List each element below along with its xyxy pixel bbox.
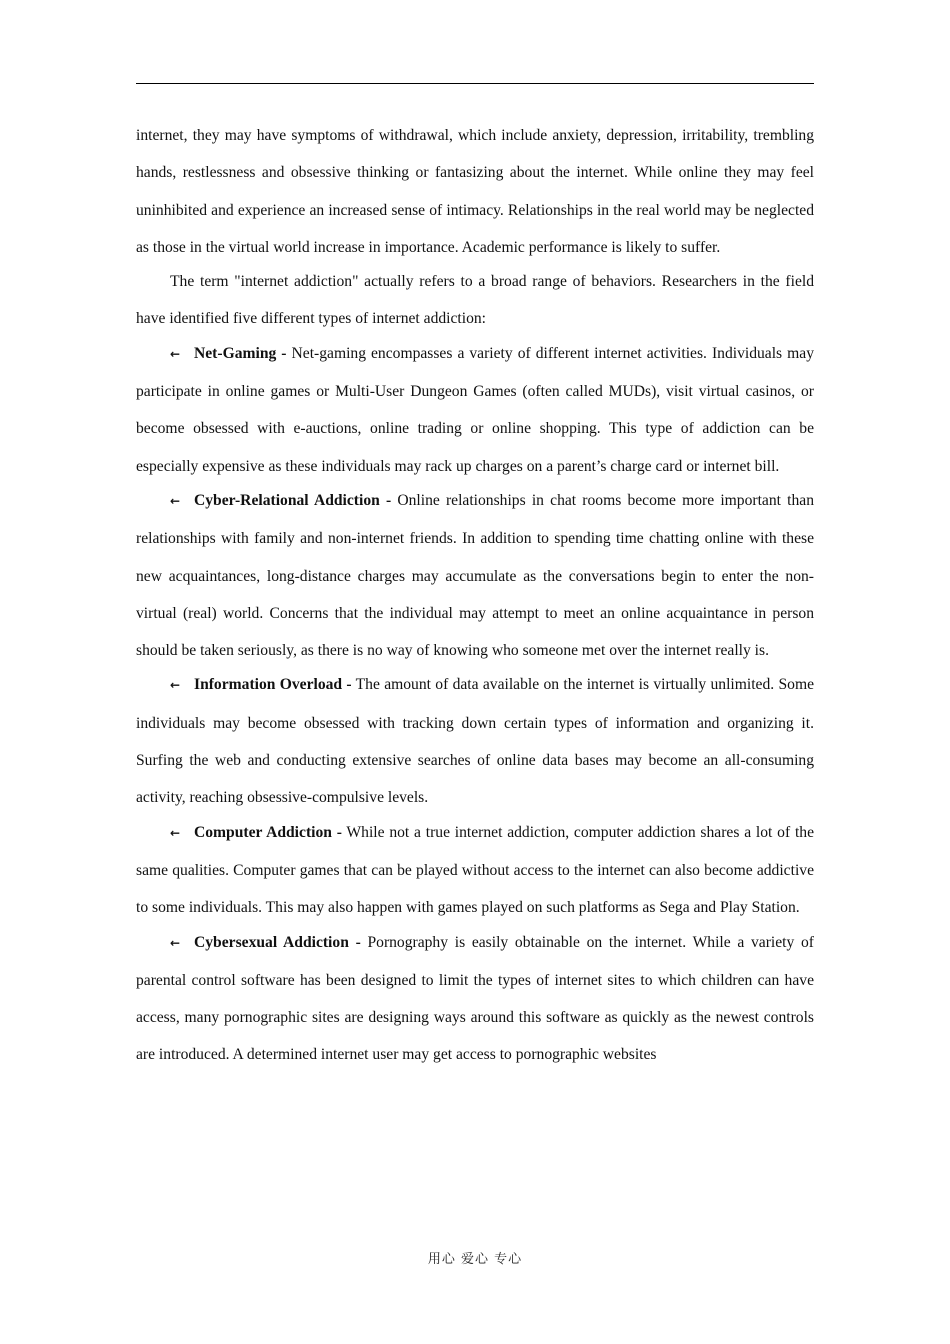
arrow-bullet-icon: ←	[170, 935, 181, 950]
term-description: While not a true internet addiction, computer addiction shares a lot of the same qualities. Computer games that can be played without access to the internet can also become addictive to some individuals. This may also happen with games played on such platforms as Sega and Play Station.	[136, 823, 814, 917]
term-label: Computer Addiction -	[194, 823, 342, 841]
list-item-net-gaming	[136, 335, 814, 485]
list-item-cyber-relational	[136, 482, 814, 669]
term-label: Cyber-Relational Addiction -	[194, 491, 392, 509]
term-description: Online relationships in chat rooms become more important than relationships with family and non-internet friends. In addition to spending time chatting online with these new acquaintances, long-distance charges may accumulate as the conversations begin to enter the non-virtual (real) world. Concerns that the individual may attempt to meet an online acquaintance in person should be taken seriously, as there is no way of knowing who someone met over the internet really is.	[136, 491, 814, 660]
term-description: Pornography is easily obtainable on the internet. While a variety of parental control software has been designed to limit the types of internet sites to which children can have access, many pornographic sites are designing ways around this software as quickly as the newest controls are introduced. A determined internet user may get access to pornographic websites	[136, 933, 814, 1064]
header-rule	[136, 83, 814, 84]
arrow-bullet-icon: ←	[170, 493, 181, 508]
term-label: Information Overload -	[194, 676, 352, 694]
term-description: The amount of data available on the internet is virtually unlimited. Some individuals may become obsessed with tracking down certain types of information and organizing it. Surfing the web and conducting extensive searches of online data bases may become an all-consuming activity, reaching obsessive-compulsive levels.	[136, 676, 815, 807]
list-item-information-overload	[136, 666, 814, 816]
term-label: Cybersexual Addiction -	[194, 933, 361, 951]
list-item-cybersexual-addiction	[136, 924, 814, 1074]
page-footer: 用心 爱心 专心	[427, 1252, 523, 1267]
intro-paragraph: The term "internet addiction" actually refers to a broad range of behaviors. Researchers in the field have identified five different types of internet addiction:	[136, 273, 814, 328]
continuation-paragraph: internet, they may have symptoms of withdrawal, which include anxiety, depression, irritability, trembling hands, restlessness and obsessive thinking or fantasizing about the internet. While online they may feel uninhibited and experience an increased sense of intimacy. Relationships in the real world may be neglected as those in the virtual world increase in importance. Academic performance is likely to suffer.	[136, 127, 814, 256]
arrow-bullet-icon: ←	[170, 346, 181, 361]
list-item-computer-addiction	[136, 814, 814, 927]
term-label: Net-Gaming -	[194, 344, 287, 362]
arrow-bullet-icon: ←	[170, 825, 181, 840]
arrow-bullet-icon: ←	[170, 678, 181, 693]
term-description: Net-gaming encompasses a variety of different internet activities. Individuals may participate in online games or Multi-User Dungeon Games (often called MUDs), visit virtual casinos, or become obsessed with e-auctions, online trading or online shopping. This type of addiction can be especially expensive as these individuals may rack up charges on a parent’s charge card or internet bill.	[136, 344, 814, 475]
document-body	[136, 117, 814, 1071]
